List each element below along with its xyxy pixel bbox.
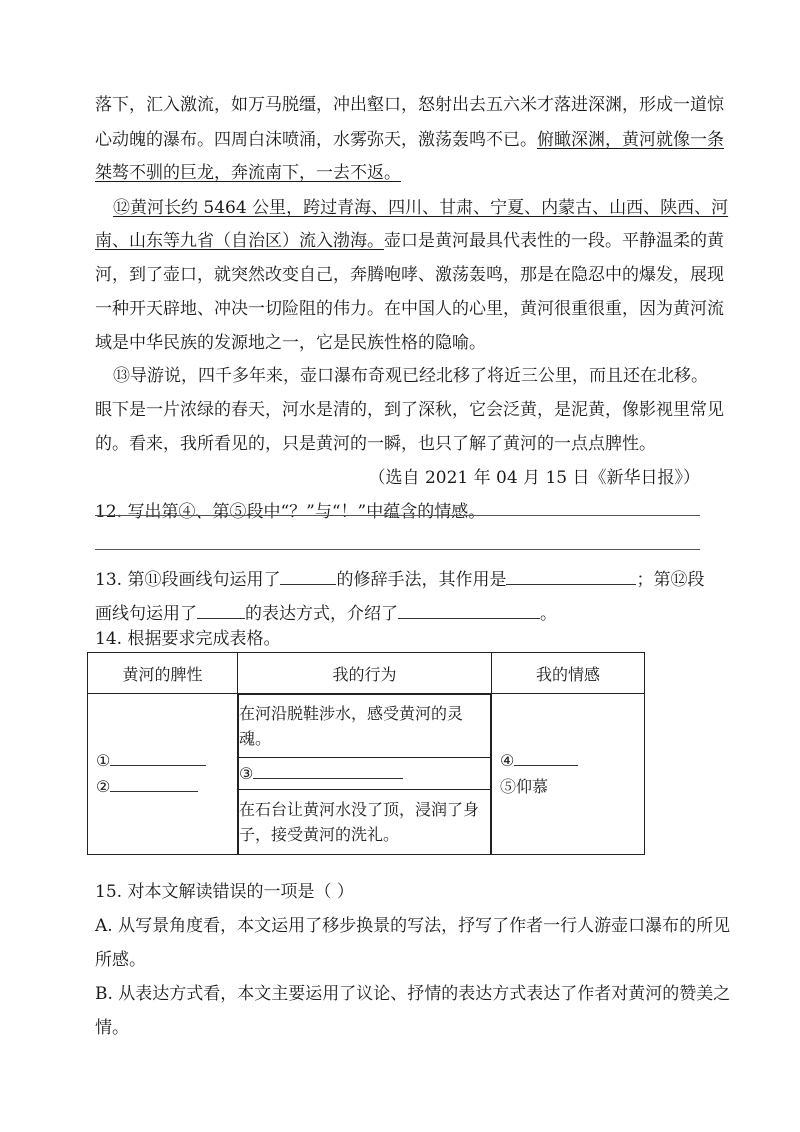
question-15: 15. 对本文解读错误的一项是（ ）	[95, 882, 354, 902]
underlined-sentence: 桀骜不驯的巨龙，奔流南下，一去不返。	[95, 163, 401, 183]
answer-blank[interactable]	[398, 600, 540, 619]
option-b[interactable]: B. 从表达方式看，本文主要运用了议论、抒情的表达方式表达了作者对黄河的赞美之	[95, 984, 731, 1004]
passage-line: 南、山东等九省（自治区）流入渤海。壶口是黄河最具代表性的一段。平静温柔的黄	[95, 231, 724, 251]
passage-line	[113, 196, 728, 220]
option-b-cont: 情。	[95, 1018, 129, 1038]
option-a-cont: 所感。	[95, 950, 146, 970]
passage-line: 落下，汇入激流，如万马脱缰，冲出壑口，怒射出去五六米才落进深渊，形成一道惊	[95, 95, 724, 115]
answer-blank[interactable]	[197, 600, 245, 619]
temper-item[interactable]: ①	[88, 748, 237, 774]
table-header: 黄河的脾性	[88, 653, 238, 694]
answer-line[interactable]	[95, 549, 700, 550]
action-item: 在石台让黄河水没了顶，浸润了身子，接受黄河的洗礼。	[239, 789, 491, 854]
answer-blank[interactable]	[506, 566, 636, 585]
temper-item[interactable]: ②	[88, 774, 237, 800]
answer-table	[87, 652, 645, 855]
passage-line: 河，到了壶口，就突然改变自己，奔腾咆哮、激荡轰鸣，那是在隐忍中的爆发，展现	[95, 265, 724, 285]
passage-line: 域是中华民族的发源地之一，它是民族性格的隐喻。	[95, 333, 486, 353]
action-item: 在河沿脱鞋涉水，感受黄河的灵魂。	[239, 695, 491, 758]
passage-line: 的。看来，我所看见的，只是黄河的一瞬，也只了解了黄河的一点点脾性。	[95, 434, 656, 454]
actions-cell	[238, 694, 492, 855]
feelings-cell	[492, 694, 645, 855]
underlined-sentence: 俯瞰深渊，黄河就像一条	[537, 130, 724, 150]
passage-line: ⑬导游说，四千多年来，壶口瀑布奇观已经北移了将近三公里，而且还在北移。	[113, 366, 708, 386]
underlined-sentence: 南、山东等九省（自治区）流入渤海。	[95, 231, 384, 251]
option-a[interactable]: A. 从写景角度看，本文运用了移步换景的写法，抒写了作者一行人游壶口瀑布的所见	[95, 916, 731, 936]
passage-line: 一种开天辟地、冲决一切险阻的伟力。在中国人的心里，黄河很重很重，因为黄河流	[95, 299, 724, 319]
table-header: 我的情感	[492, 653, 645, 694]
temper-cell	[88, 694, 238, 855]
source-citation: （选自 2021 年 04 月 15 日《新华日报》）	[368, 468, 700, 488]
answer-line[interactable]	[95, 515, 700, 516]
passage-line	[95, 161, 401, 185]
table-header: 我的行为	[238, 653, 492, 694]
question-13-cont: 画线句运用了 的表达方式，介绍了 。	[95, 600, 557, 626]
answer-blank[interactable]	[280, 566, 336, 585]
passage-line: 眼下是一片浓绿的春天，河水是清的，到了深秋，它会泛黄，是泥黄，像影视里常见	[95, 400, 724, 420]
question-13: 13. 第⑪段画线句运用了 的修辞手法，其作用是 ；第⑫段	[95, 566, 704, 592]
feeling-item[interactable]: ④	[492, 748, 644, 774]
passage-line: 心动魄的瀑布。四周白沫喷涌，水雾弥天，激荡轰鸣不已。俯瞰深渊，黄河就像一条	[95, 130, 724, 150]
question-12: 12. 写出第④、第⑤段中“？”与“！”中蕴含的情感。	[95, 502, 486, 522]
feeling-item: ⑤仰慕	[500, 777, 549, 796]
underlined-sentence: ⑫黄河长约 5464 公里，跨过青海、四川、甘肃、宁夏、内蒙古、山西、陕西、河	[113, 198, 729, 218]
action-item[interactable]: ③	[239, 757, 491, 789]
question-14: 14. 根据要求完成表格。	[95, 629, 281, 649]
